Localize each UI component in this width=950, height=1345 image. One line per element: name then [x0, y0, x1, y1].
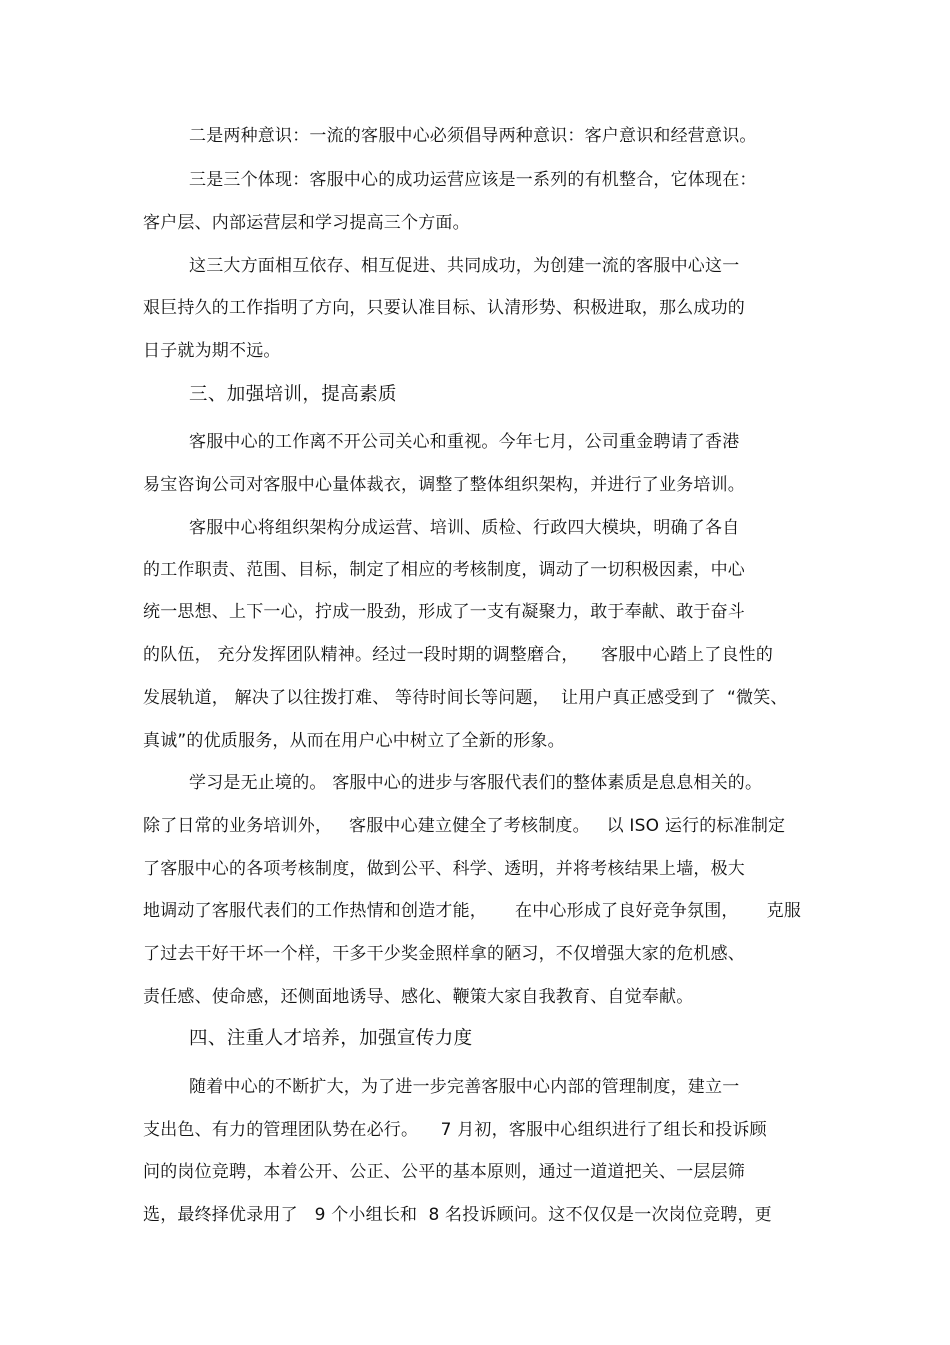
paragraph-line: 的队伍， 充分发挥团队精神。经过一段时期的调整磨合， 客服中心踏上了良性的	[143, 645, 774, 665]
paragraph-line: 学习是无止境的。 客服中心的进步与客服代表们的整体素质是息息相关的。	[189, 773, 763, 793]
paragraph-line: 选，最终择优录用了 9 个小组长和 8 名投诉顾问。这不仅仅是一次岗位竞聘，更	[143, 1205, 772, 1225]
paragraph-line: 客服中心的工作离不开公司关心和重视。今年七月，公司重金聘请了香港	[189, 432, 740, 452]
paragraph-line: 二是两种意识：一流的客服中心必须倡导两种意识：客户意识和经营意识。	[189, 126, 757, 146]
section-heading: 三、加强培训，提高素质	[189, 384, 397, 405]
paragraph-line: 艰巨持久的工作指明了方向，只要认准目标、认清形势、积极进取，那么成功的	[143, 298, 745, 318]
paragraph-line: 随着中心的不断扩大，为了进一步完善客服中心内部的管理制度，建立一	[189, 1077, 740, 1097]
paragraph-line: 日子就为期不远。	[143, 341, 281, 361]
paragraph-line: 真诚”的优质服务，从而在用户心中树立了全新的形象。	[143, 731, 565, 751]
paragraph-line: 客服中心将组织架构分成运营、培训、质检、行政四大模块，明确了各自	[189, 518, 740, 538]
paragraph-line: 了过去干好干坏一个样，干多干少奖金照样拿的陋习，不仅增强大家的危机感、	[143, 944, 745, 964]
paragraph-line: 了客服中心的各项考核制度，做到公平、科学、透明，并将考核结果上墙，极大	[143, 859, 745, 879]
paragraph-line: 除了日常的业务培训外， 客服中心建立健全了考核制度。 以 ISO 运行的标准制定	[143, 816, 786, 836]
section-heading: 四、注重人才培养，加强宣传力度	[189, 1028, 473, 1049]
paragraph-line: 支出色、有力的管理团队势在必行。 7 月初，客服中心组织进行了组长和投诉顾	[143, 1120, 767, 1140]
paragraph-line: 的工作职责、范围、目标，制定了相应的考核制度，调动了一切积极因素，中心	[143, 560, 745, 580]
paragraph-line: 问的岗位竞聘，本着公开、公正、公平的基本原则，通过一道道把关、一层层筛	[143, 1162, 745, 1182]
paragraph-line: 客户层、内部运营层和学习提高三个方面。	[143, 213, 470, 233]
paragraph-line: 统一思想、上下一心，拧成一股劲，形成了一支有凝聚力，敢于奉献、敢于奋斗	[143, 602, 745, 622]
paragraph-line: 这三大方面相互依存、相互促进、共同成功，为创建一流的客服中心这一	[189, 256, 740, 276]
paragraph-line: 三是三个体现：客服中心的成功运营应该是一系列的有机整合，它体现在：	[189, 170, 757, 190]
paragraph-line: 发展轨道， 解决了以往拨打难、 等待时间长等问题， 让用户真正感受到了 “微笑、	[143, 688, 788, 708]
paragraph-line: 责任感、使命感，还侧面地诱导、感化、鞭策大家自我教育、自觉奉献。	[143, 987, 694, 1007]
paragraph-line: 易宝咨询公司对客服中心量体裁衣，调整了整体组织架构，并进行了业务培训。	[143, 475, 745, 495]
paragraph-line: 地调动了客服代表们的工作热情和创造才能， 在中心形成了良好竞争氛围， 克服	[143, 901, 802, 921]
